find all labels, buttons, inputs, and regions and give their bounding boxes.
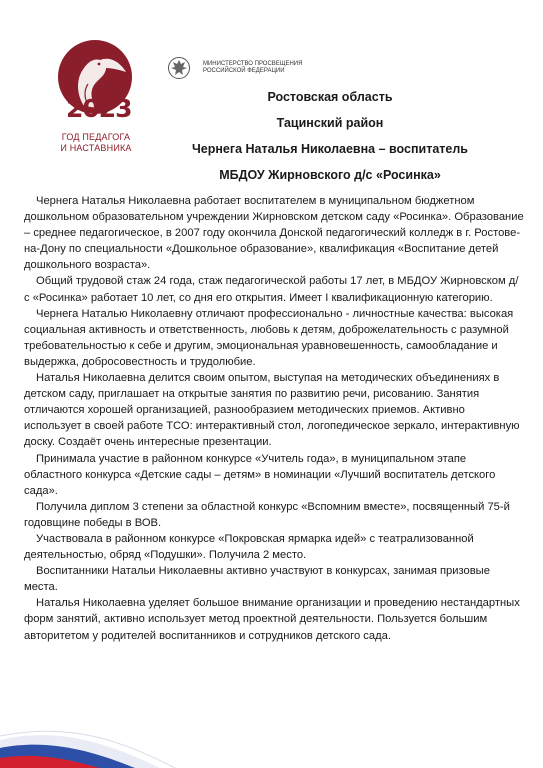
eagle-emblem-icon <box>167 56 197 80</box>
ministry-emblem <box>167 56 313 80</box>
region-title: Ростовская область <box>267 90 393 104</box>
ministry-line2: РОССИЙСКОЙ ФЕДЕРАЦИИ <box>203 68 285 74</box>
paragraph: Участвовала в районном конкурсе «Покровская ярмарка идей» с театрализованной деятельностью, обряд «Подушки». Получила 2 место. <box>24 532 474 562</box>
paragraph: Общий трудовой стаж 24 года, стаж педагогической работы 17 лет, в МБДОУ Жирновском д/с «Росинка» работает 10 лет, со дня его открытия. Имеет I квалификационную категорию. <box>24 275 519 304</box>
district-title: Тацинский район <box>276 116 384 130</box>
ministry-name <box>203 61 313 75</box>
flag-ribbon-decoration <box>0 678 543 768</box>
paragraph: Получила диплом 3 степени за областной конкурс «Вспомним вместе», посвященный 75-й годовщине победы в ВОВ. <box>24 500 510 529</box>
paragraph: Наталья Николаевна делится своим опытом, выступая на методических объединениях в детском саду, приглашает на открытые занятия по развитию речи, рисованию. Занятия отличаются хорошей организацией, разнообразием методических приемов. Активно использует в своей работе ТСО: интерактивный стол, логопедическое зеркало, интерактивную доску. Создаёт очень интересные презентации. <box>24 372 520 449</box>
logo-caption-line1: ГОД ПЕДАГОГА <box>61 132 131 142</box>
person-title: Чернега Наталья Николаевна – воспитатель <box>192 142 468 156</box>
logo-caption <box>48 132 144 153</box>
paragraph: Воспитанники Натальи Николаевны активно участвуют в конкурсах, занимая призовые места. <box>24 565 490 594</box>
paragraph: Чернега Наталья Николаевна работает воспитателем в муниципальном бюджетном дошкольном образовательном учреждении Жирновском детском саду «Росинка». Образование – среднее педагогическое, в 2007 году окончила Донской педагогический колледж в г. Ростове-на-Дону по специальности «Дошкольное образование», квалификация «Воспитание детей дошкольного возраста». <box>24 195 524 272</box>
document-header <box>170 84 490 188</box>
ministry-line1: МИНИСТЕРСТВО ПРОСВЕЩЕНИЯ <box>203 61 303 67</box>
document-body <box>24 193 524 644</box>
logo-year: 2023 <box>66 94 132 123</box>
paragraph: Наталья Николаевна уделяет большое внимание организации и проведению нестандартных форм занятий, активно использует метод проектной деятельности. Пользуется большим авторитетом у родителей воспитанников и сотрудников детского сада. <box>24 597 520 642</box>
logo-caption-line2: И НАСТАВНИКА <box>60 142 132 153</box>
paragraph: Принимала участие в районном конкурсе «Учитель года», в муниципальном этапе областного конкурса «Детские сады – детям» в номинации «Лучший воспитатель детского сада». <box>24 452 496 497</box>
paragraph: Чернега Наталью Николаевну отличают профессионально - личностные качества: высокая социальная активность и ответственность, любовь к детям, доброжелательность с разумной требовательностью к себе и другим, эмоциональная уравновешенность, самообладание и выдержка, добросовестность и трудолюбие. <box>24 307 514 368</box>
institution-title: МБДОУ Жирновского д/с «Росинка» <box>219 168 441 182</box>
